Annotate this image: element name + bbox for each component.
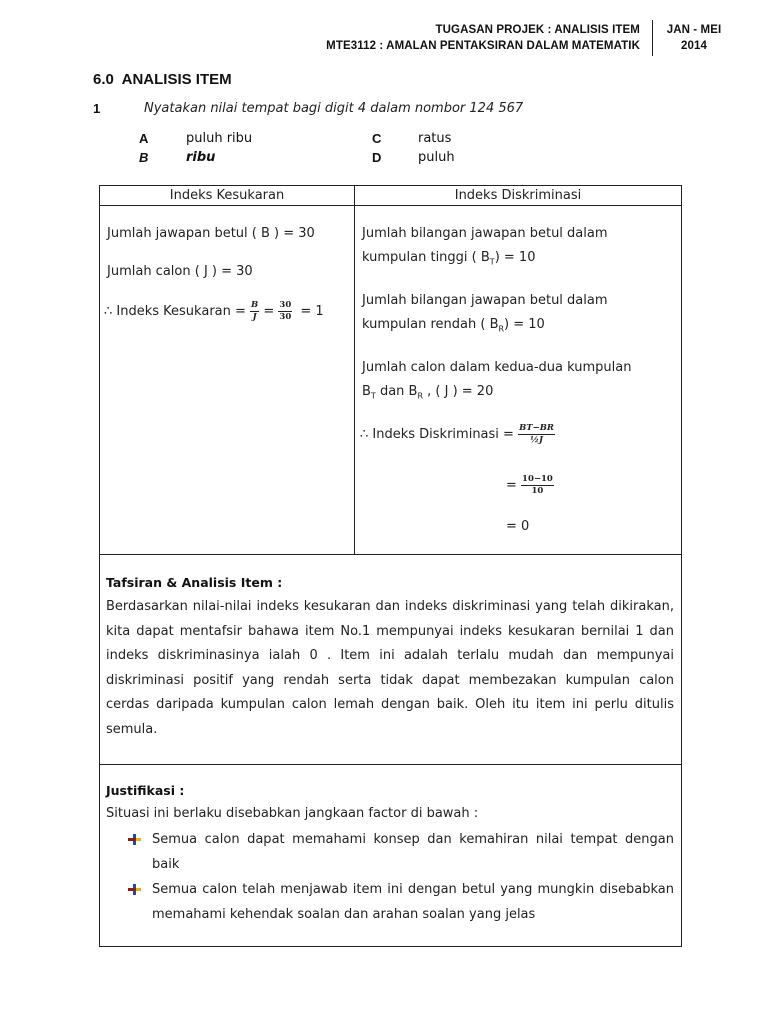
diskriminasi-step-2-fraction: $\frac{10-10}{10}$ (522, 474, 553, 496)
tafsiran-label: Tafsiran & Analisis Item : (106, 575, 283, 590)
bullet-arrow-icon (128, 884, 141, 895)
table-row-rule-2 (99, 764, 682, 765)
kesukaran-fraction-b-over-j: $\frac{B}{J}$ (251, 300, 259, 322)
table-border-right (681, 185, 682, 947)
kesukaran-line-1: Jumlah jawapan betul ( B ) = 30 (107, 226, 315, 241)
kesukaran-equals: = (263, 304, 275, 319)
diskriminasi-line-3a: Jumlah calon dalam kedua-dua kumpulan (362, 360, 632, 375)
diskriminasi-line-2b: kumpulan rendah ( $B_R) = 10$ (362, 317, 545, 334)
table-header-rule (99, 205, 682, 206)
table-border-left (99, 185, 100, 947)
kesukaran-value: = 1 (300, 304, 324, 319)
section-title: 6.0 ANALISIS ITEM (93, 71, 232, 88)
diskriminasi-formula-fraction: $\frac{BT-BR}{\text{½J}}$ (519, 423, 554, 445)
table-border-top (99, 185, 682, 186)
justifikasi-bullet-2: Semua calon telah menjawab item ini dengan betul yang mungkin disebabkan memahami kehendak soalan dan arahan soalan yang jelas (152, 882, 674, 922)
kesukaran-result-prefix: ∴ Indeks Kesukaran = (104, 304, 246, 319)
option-c-letter: C (372, 131, 382, 146)
justifikasi-bullet-1: Semua calon dapat memahami konsep dan kemahiran nilai tempat dengan baik (152, 832, 674, 872)
diskriminasi-line-2a: Jumlah bilangan jawapan betul dalam (362, 293, 608, 308)
table-column-divider (354, 185, 355, 555)
kesukaran-line-2: Jumlah calon ( J ) = 30 (107, 264, 253, 279)
kesukaran-fraction-values: $\frac{30}{30}$ (279, 300, 292, 322)
diskriminasi-formula (360, 420, 555, 450)
header-title-line2: MTE3112 : AMALAN PENTAKSIRAN DALAM MATEMATIK (326, 40, 640, 52)
table-row-rule-1 (99, 554, 682, 555)
bullet-arrow-icon (128, 834, 141, 845)
option-b-text: ribu (186, 150, 216, 165)
kesukaran-result (104, 301, 324, 323)
tafsiran-paragraph: Berdasarkan nilai-nilai indeks kesukaran dan indeks diskriminasi yang telah dikirakan, kita dapat mentafsir bahawa item No.1 mempunyai indeks kesukaran bernilai 1 dan indeks diskriminasinya ialah 0 . Item ini adalah terlalu mudah dan mempunyai diskriminasi positif yang rendah serta tidak dapat membezakan kumpulan calon cerdas daripada kumpulan calon lemah dengan baik. Oleh itu item ini perlu ditulis semula. (106, 599, 674, 737)
header-title-line1: TUGASAN PROJEK : ANALISIS ITEM (435, 24, 640, 36)
option-c-text: ratus (418, 131, 452, 146)
col-header-diskriminasi: Indeks Diskriminasi (454, 188, 582, 203)
diskriminasi-step-3: = 0 (506, 519, 530, 534)
question-number: 1 (93, 101, 101, 116)
diskriminasi-step-2: = $\frac{10-10}{10}$ (506, 474, 553, 496)
table-border-bottom (99, 946, 682, 947)
header-divider (652, 20, 653, 56)
diskriminasi-formula-prefix: ∴ Indeks Diskriminasi = (360, 427, 514, 442)
diskriminasi-line-1a: Jumlah bilangan jawapan betul dalam (362, 226, 608, 241)
question-text: Nyatakan nilai tempat bagi digit 4 dalam nombor 124 567 (144, 101, 524, 116)
option-a-text: puluh ribu (186, 131, 253, 146)
option-d-text: puluh (418, 150, 455, 165)
justifikasi-label: Justifikasi : (106, 783, 185, 798)
option-b-letter: B (139, 150, 149, 165)
diskriminasi-line-1b: kumpulan tinggi ( $B_T) = 10$ (362, 250, 536, 267)
option-a-letter: A (139, 131, 149, 146)
option-d-letter: D (372, 150, 382, 165)
header-year: 2014 (681, 40, 707, 52)
col-header-kesukaran: Indeks Kesukaran (169, 188, 285, 203)
diskriminasi-line-3b: $B_T$ dan $B_R$ , ( J ) = 20 (362, 384, 494, 401)
header-period: JAN - MEI (666, 24, 722, 36)
justifikasi-intro: Situasi ini berlaku disebabkan jangkaan factor di bawah : (106, 806, 479, 821)
